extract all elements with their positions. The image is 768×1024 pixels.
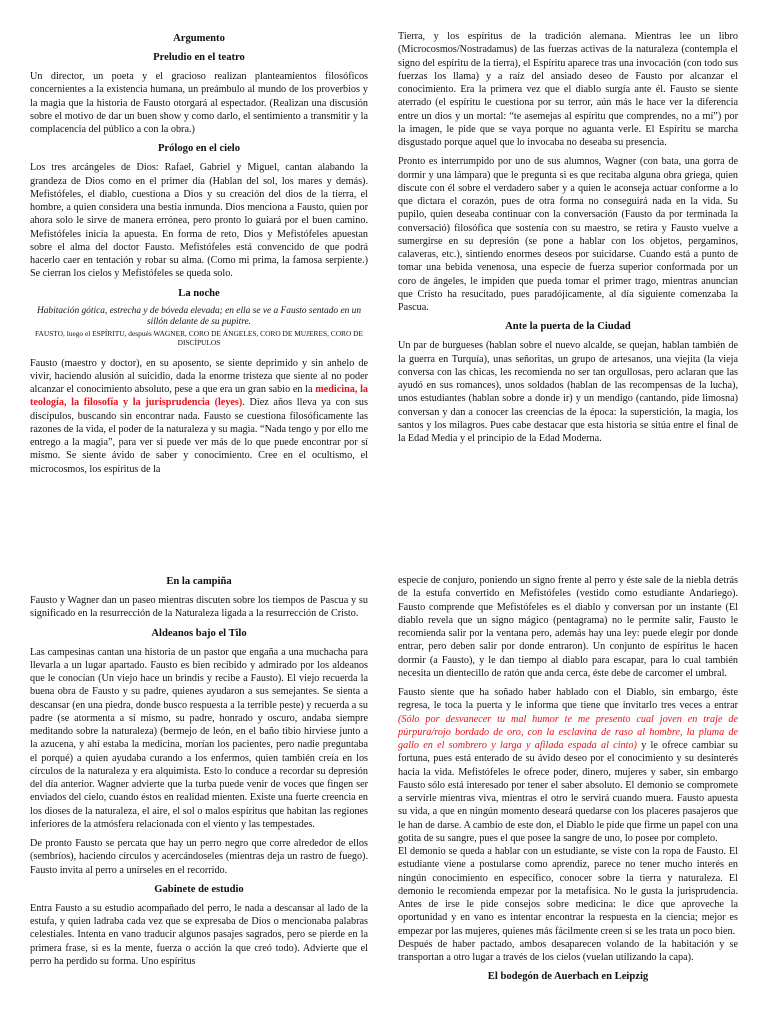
noche-text-b: . Diez años lleva ya con sus discípulos, buscando sin encontrar nada. Fausto se cuestiona filosóficamente las razones de la vida, el poder de la naturaleza y su magia. “Nada tengo y por ello me entrego a la magia”, para ver si puede ver más de lo que puede encontrar por sí mismo. Se siente ávido de saber y conocimiento. Cree en el ocultismo, el microcosmos, los espíritus de la [30,397,368,475]
heading-campina: En la campiña [166,576,232,587]
heading-puerta: Ante la puerta de la Ciudad [505,321,631,333]
top-left-column [30,32,368,515]
paragraph-estudiante: El demonio se queda a hablar con un estudiante, se viste con la ropa de Fausto. El estudiante viene a postularse como aprendiz, parece no tener mucho interés en ningún conocimiento en específico, conocer sobre la tierra y naturaleza. El demonio le recomienda empezar por la metafísica. No le gusta la jurisprudencia. Antes de irse le pide consejos sobre medicina: le dice que aproveche la oportunidad y en vano es intentar encontrar la respuesta en la ciencia; mejor es empezar por las mujeres, quienes más fácilmente creen si se les trata un poco bien. [398,846,738,937]
stage-setting: Habitación gótica, estrecha y de bóveda elevada; en ella se ve a Fausto sentado en un sillón delante de su pupitre. [36,305,362,327]
heading-noche: La noche [178,287,220,299]
paragraph-noche [30,357,368,476]
paragraph-conjuro: especie de conjuro, poniendo un signo frente al perro y éste sale de la niebla detrás de la estufa convertido en Mefistófeles (vestido como estudiante Andariego). Fausto comprende que Mefistófeles es el diablo y conversan por un instante (El diablo revela que un signo mágico (pentagrama) no le permite salir, Fausto le recomienda salir por la ventana pero, además hay una ley: puede elegir por donde entrar, pero deben salir por donde entraron). Un conjunto de espíritus le hacen dormir (a Fausto), y le dan tiempo al diablo para escapar, para lo cual también necesita un dientecillo de ratón que anda cerca, éste debe de carcomer el umbral. [398,575,738,679]
paragraph-campina: Fausto y Wagner dan un paseo mientras discuten sobre los tiempos de Pascua y su significado en la resurrección de la Naturaleza ligada a la resurrección de Cristo. [30,595,368,620]
bottom-panel [0,573,768,1024]
heading-prologo: Prólogo en el cielo [157,143,241,155]
heading-auerbach: El bodegón de Auerbach en Leipzig [487,971,649,983]
paragraph-vuelo: Después de haber pactado, ambos desaparecen volando de la habitación y se transportan a otro lugar a través de los cielos (vuelan utilizando la capa). [398,938,738,963]
paragraph-wagner: Pronto es interrumpido por uno de sus alumnos, Wagner (con bata, una gorra de dormir y una lámpara) que le pregunta si es que recitaba alguna obra griega, quien discute con él sobre el verdadero saber y a quien le aconseja actuar conforme a lo que dictara el corazón, pues de otra forma no conseguirá nada en la vida. Su pupilo, quien deseaba continuar con la conversación (Fausto da por terminada la conversació) filosófica que sostenía con su maestro, se retira y Fausto vuelve a sumergirse en su depresión (se pone a hablar con los objetos, pergaminos, calaveras, etc.), sintiendo enormes deseos por suicidarse. Cuando está a punto de tomar una bebida venenosa, una especie de fuerza superior conformada por un coro de ángeles, le impiden que pueda tomar el primer trago, mientras anuncian que Cristo ha resucitado, pues paradójicamente, al día siguiente comenzaba la Pascua. [398,156,738,313]
pacto-text-b: y le ofrece cambiar su fortuna, pues está enterado de su ávido deseo por el conocimiento y su desinterés hacia la vida. Mefistófeles le ofrece poder, dinero, mujeres y saber, sin embargo Fausto sólo está interesado por tener el saber absoluto. El demonio se compromete a servirle mientras viva, mientras el otro le servirá cuando muera. Fausto apuesta su vida, a que en ningún momento deseará quedarse con los placeres pasajeros que le han de darse. A cambio de este don, el Diablo le pide que firme un papel con una gotita de su sangre, pues el que posee la sangre de uno, lo posee por completo. [398,740,738,844]
bottom-right-column [398,574,738,1024]
noche-highlight: medicina, la teología, la filosofía y la jurisprudencia (leyes) [30,384,368,409]
pacto-text-a: Fausto siente que ha soñado haber hablado con el Diablo, sin embargo, éste regresa, le toca la puerta y le informa que tiene que invitarlo tres veces a entrar [398,687,738,712]
bottom-left-column [30,575,368,1024]
heading-gabinete: Gabinete de estudio [154,883,244,895]
paragraph-tilo: Las campesinas cantan una historia de un pastor que engaña a una muchacha para llevarla a un lugar apartado. Fausto es bien recibido y admirado por los aldeanos que le conocían (Un viejo hace un brindis y recibe a Fausto). El viejo recuerda la buena obra de Fausto y su padre, quienes ayudaron a sus semejantes. Se sienta a descansar (en una piedra, donde busco respuesta a la terrible peste) y recuerda a su padre (se atormenta a sí mismo, su padre, honrado y oscuro, andaba siempre meditando sobre la naturaleza) (bermejo de león, en el baño tibio hirviese junto a la azucena, y ahí estaba la medicina, morían los pacientes, pero nadie preguntaba el porqué) a quien ayudaba curando a los enfermos, quien también creía en los círculos de la naturaleza y era alquimista. Esto lo conduce a recordar su depresión del día anterior. Wagner advierte que la turba puede venir de voces que fingen ser enviados del cielo, cuando éstos en realidad mienten. Existe una fuerte creencia en los dioses de la naturaleza, el aire, el sol o malos espíritus que habitan las regiones inferiores de la atmósfera relacionada con el viento y las tempestades. [30,646,368,830]
pacto-highlight: (Sólo por desvanecer tu mal humor te me presento cual joven en traje de púrpura/rojo bordado de oro, con la esclavina de raso al hombre, la pluma de gallo en el sombrero y larga y afilada espada al cinto) [398,713,738,751]
noche-text-a: Fausto (maestro y doctor), en su aposento, se siente deprimido y sin anhelo de vivir, haciendo alusión al suicidio, dada la enorme tristeza que siente al no poder alcanzar el conocimiento absoluto, pese a que era un gran sabio en la [30,357,368,395]
heading-tilo: Aldeanos bajo el Tilo [151,627,247,639]
paragraph-preludio: Un director, un poeta y el gracioso realizan planteamientos filosóficos concernientes a la existencia humana, un preámbulo al mundo de los proverbios y la magia que la historia de Fausto otorgará al espectador. (Realizan una discusión sobre el motivo de dar un buen show y como darlo, el sentimiento a transmitir y la complacencia del público a con la obra.) [30,71,368,135]
heading-argumento: Argumento [173,33,225,44]
paragraph-prologo: Los tres arcángeles de Dios: Rafael, Gabriel y Miguel, cantan alabando la grandeza de Dios como en el primer día (Hablan del sol, los mares y demás). Mefistófeles, el diablo, cuestiona a Dios y su creación del dios de la tierra, el hombre, a quien considera una bestia inmunda. Dios menciona a Fausto, quien por ahora solo le sirve de manera errónea, pero pronto lo guiará por el buen camino. Mefistófeles inicia la apuesta. En forma de reto, Dios y Mefistófeles apuestan sobre el alma del doctor Fausto. Mefistófeles está convencido de que podrá hacerlo caer en tentación y robar su alma. (Como mi prima, la famosa serpiente.) Se cierran los cielos y Mefistófeles se queda solo. [30,162,368,280]
cast-list: FAUSTO, luego el ESPÍRITU, después WAGNER, CORO DE ÁNGELES, CORO DE MUJERES, CORO DE DISCÍPULOS [34,328,364,347]
paragraph-perro: De pronto Fausto se percata que hay un perro negro que corre alrededor de ellos (sembríos), haciendo círculos y acercándoseles (mientras deja un rastro de fuego). Fausto invita al perro a unírseles en el recorrido. [30,838,368,876]
paragraph-puerta: Un par de burgueses (hablan sobre el nuevo alcalde, se quejan, hablan también de la guerra en Turquía), unas señoritas, un grupo de artesanos, una viejita (la vieja conversa con las chicas, les recomienda no ser tan orgullosas, pero aclaran que las ayudó en sus romances), unos soldados (hablan de las recompensas de la lucha), unos estudiantes (hablan sobre a donde ir) y un mendigo (cantando, pide limosna) conversan y dan a conocer las creencias de la época: la superstición, la magia, los santos y los milagros. Pues cabe destacar que esta historia se sitúa entre el final de la Edad Media y el principio de la Edad Moderna. [398,340,738,444]
paragraph-espiritu: Tierra, y los espíritus de la tradición alemana. Mientras lee un libro (Microcosmos/Nostradamus) de las fuerzas activas de la naturaleza (contempla el signo del espíritu de la tierra), el Espíritu aparece tras una invocación (con todo sus fuerzas los llama) y a raíz del ansiado deseo de Fausto por alcanzar el conocimiento. Era la primera vez que el diablo surgía ante él. Fausto se siente aterrado (el espíritu le cuestiona por su terror, aún más le hace ver la diferencia entre un dios y un mortal: “te asemejas al espíritu que comprendes, no a mí”) por la imagen, le pide que se vaya porque no aguanta verle. El Espíritu se marcha disgustado porque aquel que lo invocaba no deseaba su presencia. [398,31,738,148]
top-right-column [398,30,738,515]
paragraph-gabinete: Entra Fausto a su estudio acompañado del perro, le nada a descansar al lado de la estufa, y quien ladraba cada vez que se expresaba de Dios o mencionaba palabras celestiales. Intenta en vano traducir algunos pasajes sagrados, pero se pierde en la primera frase, si es la mente, fuerza o acción la que creó todo). Advierte que el perro ha perdido su forma. Uno espíritus [30,902,368,967]
heading-preludio: Preludio en el teatro [153,52,245,63]
paragraph-pacto [398,686,738,845]
